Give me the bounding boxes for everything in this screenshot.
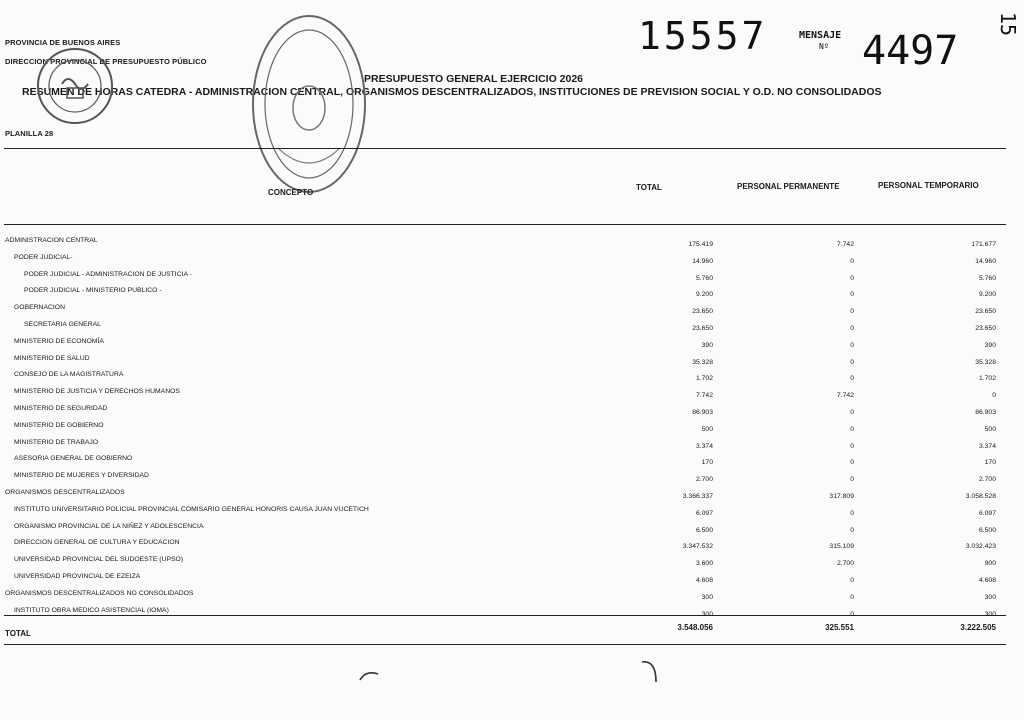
row-value-temporary: 4.608 [978, 577, 996, 584]
row-value-permanent: 0 [850, 308, 854, 316]
row-value-temporary: 300 [984, 610, 996, 618]
row-value-temporary: 23.650 [975, 325, 996, 332]
row-value-total: 86.903 [692, 409, 713, 416]
row-value-temporary: 35.328 [975, 358, 996, 366]
scan-mark-left [356, 664, 386, 686]
row-value-temporary: 300 [984, 593, 996, 601]
column-temporary: PERSONAL TEMPORARIO [878, 181, 979, 190]
page-number: 15 [996, 11, 1021, 37]
row-value-temporary: 6.097 [978, 509, 996, 517]
row-value-permanent: 0 [850, 257, 854, 265]
column-total: TOTAL [636, 183, 662, 192]
summary-title: RESUMEN DE HORAS CATEDRA - ADMINISTRACION CENTRAL, ORGANISMOS DESCENTRALIZADOS, INSTITUCIONES DE PREVISION SOCIAL Y O.D. NO CONSOLIDADOS [22, 86, 882, 98]
row-value-permanent: 0 [850, 325, 854, 332]
province-heading: PROVINCIA DE BUENOS AIRES [5, 38, 121, 47]
oval-seal-stamp [248, 8, 370, 198]
row-concept: INSTITUTO OBRA MEDICO ASISTENCIAL (IOMA) [14, 606, 169, 614]
row-value-permanent: 0 [850, 577, 854, 584]
row-concept: DIRECCION GENERAL DE CULTURA Y EDUCACION [14, 539, 180, 547]
row-value-permanent: 317.809 [829, 493, 854, 500]
mensaje-no: Nº [819, 42, 829, 51]
row-value-total: 7.742 [695, 392, 713, 400]
table-row [0, 574, 1024, 591]
row-concept: ORGANISMOS DESCENTRALIZADOS NO CONSOLIDADOS [5, 589, 194, 597]
table-row [0, 524, 1024, 541]
table-row [0, 339, 1024, 356]
row-value-permanent: 0 [850, 526, 854, 534]
row-value-permanent: 0 [850, 425, 854, 433]
row-value-total: 390 [701, 341, 713, 349]
row-concept: MINISTERIO DE SEGURIDAD [14, 405, 108, 412]
row-concept: ASESORIA GENERAL DE GOBIERNO [14, 455, 133, 463]
row-value-permanent: 0 [850, 274, 854, 282]
total-value-total: 3.548.056 [677, 623, 713, 632]
row-concept: ORGANISMOS DESCENTRALIZADOS [5, 489, 125, 496]
row-concept: ADMINISTRACION CENTRAL [5, 237, 98, 244]
row-concept: INSTITUTO UNIVERSITARIO POLICIAL PROVINCIAL COMISARIO GENERAL HONORIS CAUSA JUAN VUCETICH [14, 505, 369, 513]
table-row [0, 591, 1024, 608]
row-value-total: 6.097 [695, 509, 713, 517]
row-value-total: 3.347.532 [682, 543, 713, 551]
row-value-permanent: 315.109 [829, 543, 854, 551]
row-value-total: 3.366.337 [682, 493, 713, 500]
row-value-total: 1.702 [695, 375, 713, 383]
table-row [0, 608, 1024, 625]
mensaje-label: MENSAJE [799, 30, 842, 41]
row-value-total: 500 [701, 425, 713, 433]
total-value-temporary: 3.222.505 [960, 623, 996, 632]
total-row [0, 624, 1024, 641]
row-concept: MINISTERIO DE ECONOMÍA [14, 337, 104, 345]
row-value-total: 2.700 [695, 476, 713, 484]
table-row [0, 305, 1024, 322]
row-value-total: 4.608 [695, 577, 713, 584]
table-row [0, 557, 1024, 574]
row-value-temporary: 3.032.423 [965, 543, 996, 551]
row-concept: MINISTERIO DE JUSTICIA Y DERECHOS HUMANOS [14, 388, 180, 396]
row-value-temporary: 2.700 [978, 476, 996, 484]
row-value-permanent: 0 [850, 341, 854, 349]
scan-mark-right [638, 656, 668, 686]
row-value-permanent: 0 [850, 291, 854, 299]
row-value-total: 14.960 [692, 257, 713, 265]
row-concept: GOBERNACION [14, 304, 65, 312]
table-row [0, 473, 1024, 490]
row-concept: UNIVERSIDAD PROVINCIAL DE EZEIZA [14, 573, 141, 580]
row-value-temporary: 14.960 [975, 257, 996, 265]
doc-number: 15557 [638, 14, 768, 58]
row-value-permanent: 0 [850, 375, 854, 383]
row-value-temporary: 9.200 [978, 291, 996, 299]
table-row [0, 238, 1024, 255]
row-value-temporary: 171.677 [971, 241, 996, 248]
row-value-temporary: 390 [984, 341, 996, 349]
row-value-total: 300 [701, 593, 713, 601]
total-value-permanent: 325.551 [825, 623, 854, 632]
table-row [0, 389, 1024, 406]
row-value-temporary: 1.702 [978, 375, 996, 383]
total-label: TOTAL [5, 629, 31, 638]
mensaje-number: 4497 [862, 28, 959, 74]
row-value-temporary: 170 [984, 459, 996, 467]
table-row [0, 288, 1024, 305]
row-value-permanent: 0 [850, 442, 854, 450]
row-concept: MINISTERIO DE MUJERES Y DIVERSIDAD [14, 472, 149, 480]
row-value-permanent: 0 [850, 476, 854, 484]
table-row [0, 456, 1024, 473]
total-bottom-rule [4, 644, 1006, 645]
table-row [0, 440, 1024, 457]
table-row [0, 272, 1024, 289]
row-value-temporary: 23.650 [975, 308, 996, 316]
table-row [0, 423, 1024, 440]
row-value-permanent: 0 [850, 509, 854, 517]
row-value-temporary: 6.500 [978, 526, 996, 534]
row-value-total: 3.374 [695, 442, 713, 450]
row-value-temporary: 5.760 [978, 274, 996, 282]
directorate-heading: DIRECCION PROVINCIAL DE PRESUPUESTO PÚBLICO [5, 57, 207, 66]
row-value-temporary: 3.058.528 [965, 493, 996, 500]
table-row [0, 372, 1024, 389]
row-concept: MINISTERIO DE SALUD [14, 354, 90, 362]
row-value-total: 5.760 [695, 274, 713, 282]
row-value-permanent: 0 [850, 593, 854, 601]
row-concept: MINISTERIO DE TRABAJO [14, 438, 99, 446]
budget-title: PRESUPUESTO GENERAL EJERCICIO 2026 [364, 73, 584, 85]
row-value-total: 35.328 [692, 358, 713, 366]
row-value-temporary: 86.903 [975, 409, 996, 416]
row-value-total: 6.500 [695, 526, 713, 534]
row-value-total: 300 [701, 610, 713, 618]
row-value-permanent: 0 [850, 459, 854, 467]
table-row [0, 356, 1024, 373]
row-value-permanent: 0 [850, 358, 854, 366]
row-value-permanent: 2.700 [836, 560, 854, 568]
row-value-total: 23.650 [692, 308, 713, 316]
row-concept: PODER JUDICIAL - ADMINISTRACION DE JUSTICIA - [24, 270, 192, 278]
column-permanent: PERSONAL PERMANENTE [737, 182, 840, 191]
column-concept: CONCEPTO [268, 188, 314, 197]
row-value-total: 3.600 [695, 560, 713, 568]
row-value-total: 9.200 [695, 291, 713, 299]
row-value-total: 23.650 [692, 325, 713, 332]
row-value-temporary: 900 [984, 560, 996, 568]
planilla-label: PLANILLA 28 [5, 129, 54, 138]
column-header-rule [4, 224, 1006, 225]
table-row [0, 507, 1024, 524]
row-value-permanent: 0 [850, 610, 854, 618]
row-value-total: 170 [701, 459, 713, 467]
row-value-temporary: 3.374 [978, 442, 996, 450]
header-rule [4, 148, 1006, 149]
row-concept: PODER JUDICIAL- [14, 253, 73, 261]
row-concept: UNIVERSIDAD PROVINCIAL DEL SUDOESTE (UPSO) [14, 556, 184, 564]
row-concept: CONSEJO DE LA MAGISTRATURA [14, 371, 124, 379]
row-concept: MINISTERIO DE GOBIERNO [14, 421, 104, 429]
table-row [0, 406, 1024, 423]
row-value-permanent: 0 [850, 409, 854, 416]
row-value-permanent: 7.742 [836, 241, 854, 248]
row-concept: PODER JUDICIAL - MINISTERIO PUBLICO - [24, 287, 162, 295]
row-concept: SECRETARIA GENERAL [24, 321, 101, 328]
table-row [0, 540, 1024, 557]
row-value-temporary: 500 [984, 425, 996, 433]
table-row [0, 322, 1024, 339]
row-concept: ORGANISMO PROVINCIAL DE LA NIÑEZ Y ADOLESCENCIA [14, 522, 204, 530]
row-value-temporary: 0 [992, 392, 996, 400]
round-seal-stamp [34, 44, 116, 128]
row-value-total: 175.419 [688, 241, 713, 248]
row-value-permanent: 7.742 [836, 392, 854, 400]
table-row [0, 490, 1024, 507]
table-row [0, 255, 1024, 272]
